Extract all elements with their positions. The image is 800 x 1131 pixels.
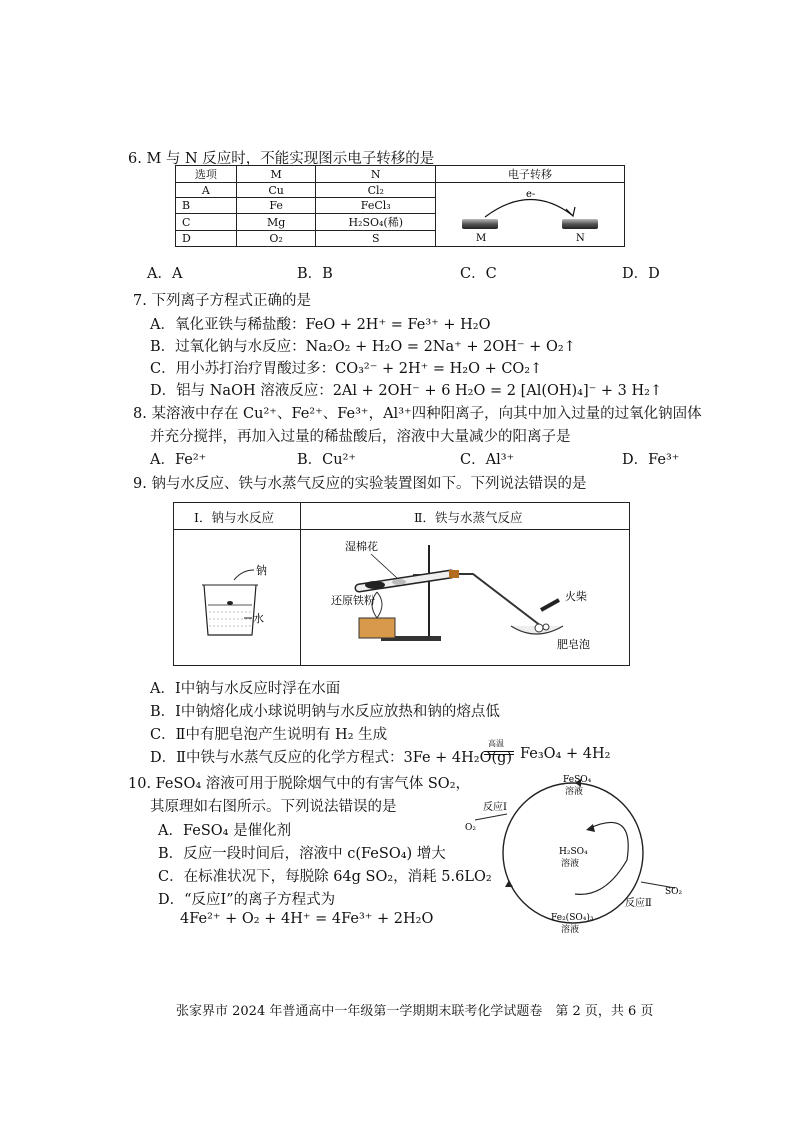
page-footer: 张家界市 2024 年普通高中一年级第一学期期末联考化学试题卷 第 2 页，共 6 页 [176, 1004, 654, 1019]
q6-stem: 6. M 与 N 反应时，不能实现图示电子转移的是 [128, 151, 435, 167]
electron-label: e- [526, 189, 536, 200]
label-water: 水 [253, 612, 264, 625]
q10-stem-line1: 10. FeSO₄ 溶液可用于脱除烟气中的有害气体 SO₂， [128, 776, 471, 792]
q9-equal-sign [484, 751, 514, 755]
q6-header-option: 选项 [176, 166, 237, 183]
q9-header-right: Ⅱ．铁与水蒸气反应 [414, 510, 523, 525]
match [541, 600, 559, 610]
q9-stem: 9. 钠与水反应、铁与水蒸气反应的实验装置图如下。下列说法错误的是 [133, 476, 587, 492]
q10-option-a: A．FeSO₄ 是催化剂 [158, 823, 292, 839]
label-iron: 还原铁粉 [331, 594, 375, 607]
q9-apparatus-box [173, 502, 630, 666]
diagram-h2so4: H₂SO₄ [559, 847, 588, 857]
q9-option-a: A．Ⅰ中钠与水反应时浮在水面 [150, 681, 341, 697]
soap-bubble [535, 624, 543, 632]
q6-header-m: M [236, 166, 316, 183]
q7-stem: 7. 下列离子方程式正确的是 [133, 293, 311, 309]
m-bar [462, 219, 498, 229]
q10-option-c: C．在标准状况下，每脱除 64g SO₂，消耗 5.6LO₂ [158, 869, 492, 885]
q6-header-n: N [316, 166, 436, 183]
q8-choice-b: B．Cu²⁺ [297, 452, 357, 468]
q6-row-d-m: O₂ [236, 231, 316, 247]
label-soap: 肥皂泡 [557, 638, 590, 651]
q8-choice-d: D．Fe³⁺ [622, 452, 680, 468]
q6-row-c-opt: C [176, 213, 237, 231]
beaker [204, 585, 256, 635]
sodium-piece [227, 601, 233, 605]
q6-row-a-n: Cl₂ [316, 183, 436, 198]
q8-choice-a: A．Fe²⁺ [150, 452, 207, 468]
q7-option-a: A．氧化亚铁与稀盐酸：FeO + 2H⁺ = Fe³⁺ + H₂O [150, 317, 491, 333]
q7-option-d: D．铝与 NaOH 溶液反应：2Al + 2OH⁻ + 6 H₂O = 2 [Al(OH)₄]⁻ + 3 H₂↑ [150, 383, 663, 399]
q6-row-a-opt: A [176, 183, 237, 198]
diagram-h2so4-sol: 溶液 [561, 859, 580, 869]
q9-condition: 高温 [488, 739, 504, 748]
m-label: M [476, 233, 487, 243]
q9-option-c: C．Ⅱ中有肥皂泡产生说明有 H₂ 生成 [150, 727, 388, 743]
n-label: N [576, 233, 585, 243]
inner-arrow [575, 822, 628, 894]
diagram-so2: SO₂ [665, 887, 683, 897]
diagram-feso4-sol: 溶液 [565, 787, 584, 797]
diagram-fe2so43: Fe₂(SO₄)₃ [551, 913, 594, 923]
q6-choice-c: C．C [460, 266, 497, 282]
q10-option-d: D．“反应Ⅰ”的离子方程式为 [158, 892, 336, 908]
label-match: 火柴 [565, 590, 587, 603]
q9-option-b: B．Ⅰ中钠熔化成小球说明钠与水反应放热和钠的熔点低 [150, 704, 500, 720]
q10-cycle-diagram [455, 768, 695, 938]
q9-product: Fe₃O₄ + 4H₂ [520, 746, 611, 762]
q10-stem-line2: 其原理如右图所示。下列说法错误的是 [150, 799, 397, 815]
iron-steam-apparatus [301, 530, 628, 664]
q9-header-left: Ⅰ．钠与水反应 [194, 510, 274, 525]
q6-row-b-opt: B [176, 198, 237, 213]
q10-option-b: B．反应一段时间后，溶液中 c(FeSO₄) 增大 [158, 846, 446, 862]
q8-choice-c: C．Al³⁺ [460, 452, 515, 468]
q8-stem-line1: 8. 某溶液中存在 Cu²⁺、Fe²⁺、Fe³⁺，Al³⁺四种阳离子，向其中加入过量的过氧化钠固体 [133, 406, 702, 422]
q6-row-b-n: FeCl₃ [316, 198, 436, 213]
sodium-water-apparatus [174, 530, 300, 664]
electron-transfer-diagram [440, 183, 620, 243]
stopper [449, 570, 459, 578]
diagram-feso4: FeSO₄ [563, 775, 592, 785]
q8-stem-line2: 并充分搅拌，再加入过量的稀盐酸后，溶液中大量减少的阳离子是 [150, 429, 571, 445]
wet-cotton [392, 579, 406, 585]
label-cotton: 湿棉花 [345, 540, 378, 553]
label-sodium: 钠 [256, 564, 267, 577]
q6-row-c-m: Mg [236, 213, 316, 231]
iron-powder [365, 581, 385, 589]
q6-choice-a: A．A [147, 266, 183, 282]
q6-table [175, 165, 625, 247]
q10-equation: 4Fe²⁺ + O₂ + 4H⁺ = 4Fe³⁺ + 2H₂O [180, 911, 434, 927]
q6-choice-d: D．D [622, 266, 660, 282]
q6-header-electron: 电子转移 [436, 166, 625, 183]
q6-row-d-opt: D [176, 231, 237, 247]
q6-choice-b: B．B [297, 266, 333, 282]
o2-arrow [475, 814, 507, 820]
diagram-reaction2: 反应Ⅱ [625, 898, 652, 909]
diagram-reaction1: 反应Ⅰ [483, 802, 507, 813]
q9-option-d: D．Ⅱ中铁与水蒸气反应的化学方程式：3Fe + 4H₂O(g) [150, 750, 513, 766]
q7-option-c: C．用小苏打治疗胃酸过多：CO₃²⁻ + 2H⁺ = H₂O + CO₂↑ [150, 361, 543, 377]
q6-row-c-n: H₂SO₄(稀) [316, 213, 436, 231]
q6-row-b-m: Fe [236, 198, 316, 213]
electron-arrow [485, 199, 572, 217]
alcohol-lamp [359, 618, 395, 638]
diagram-o2: O₂ [465, 823, 476, 833]
delivery-tube [459, 574, 541, 626]
n-bar [562, 219, 598, 229]
q6-electron-cell [436, 183, 625, 247]
q7-option-b: B．过氧化钠与水反应：Na₂O₂ + H₂O = 2Na⁺ + 2OH⁻ + O₂↑ [150, 339, 576, 355]
diagram-fe2so43-sol: 溶液 [561, 925, 580, 935]
q6-row-d-n: S [316, 231, 436, 247]
q6-row-a-m: Cu [236, 183, 316, 198]
